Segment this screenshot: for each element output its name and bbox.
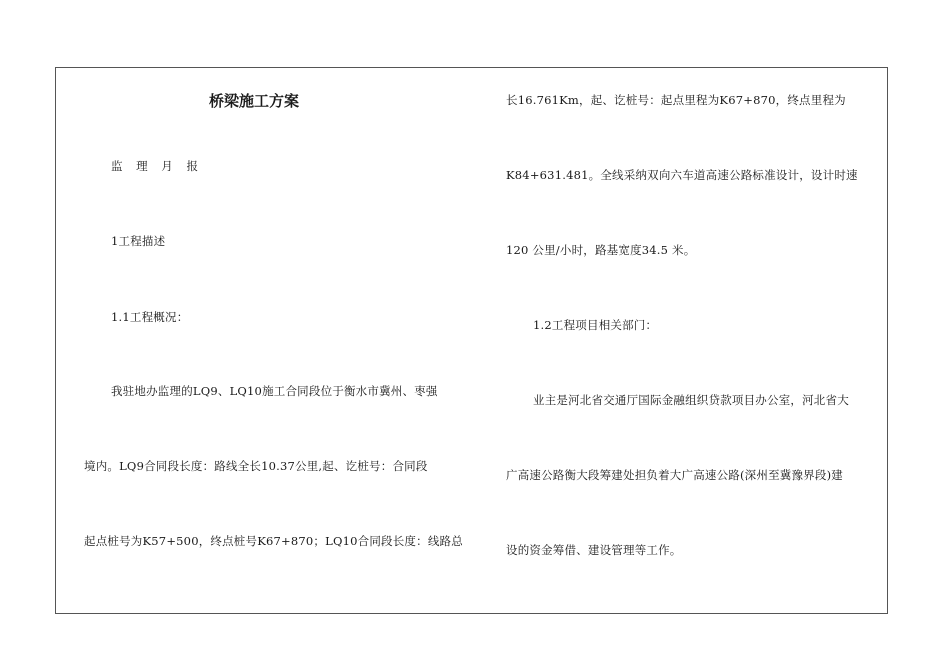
paragraph-line: 120 公里/小时，路基宽度34.5 米。	[506, 243, 696, 257]
section-heading-1-2: 1.2工程项目相关部门：	[533, 318, 658, 332]
subtitle-monthly-report: 监 理 月 报	[111, 159, 203, 173]
paragraph-line: 境内。LQ9合同段长度：路线全长10.37公里,起、讫桩号：合同段	[84, 459, 428, 473]
paragraph-line: 我驻地办监理的LQ9、LQ10施工合同段位于衡水市冀州、枣强	[111, 384, 438, 398]
document-title: 桥梁施工方案	[209, 92, 300, 110]
page-frame	[55, 67, 888, 614]
paragraph-line: 设的资金筹借、建设管理等工作。	[506, 543, 682, 557]
paragraph-line: 业主是河北省交通厅国际金融组织贷款项目办公室，河北省大	[533, 393, 849, 407]
paragraph-line: 起点桩号为K57+500，终点桩号K67+870；LQ10合同段长度：线路总	[84, 534, 463, 548]
paragraph-line: 长16.761Km，起、讫桩号：起点里程为K67+870，终点里程为	[506, 93, 846, 107]
paragraph-line: K84+631.481。全线采纳双向六车道高速公路标准设计，设计时速	[506, 168, 858, 182]
section-heading-1-1: 1.1工程概况：	[111, 310, 189, 324]
paragraph-line: 广高速公路衡大段筹建处担负着大广高速公路(深州至冀豫界段)建	[506, 468, 843, 482]
section-heading-1: 1工程描述	[111, 234, 166, 248]
